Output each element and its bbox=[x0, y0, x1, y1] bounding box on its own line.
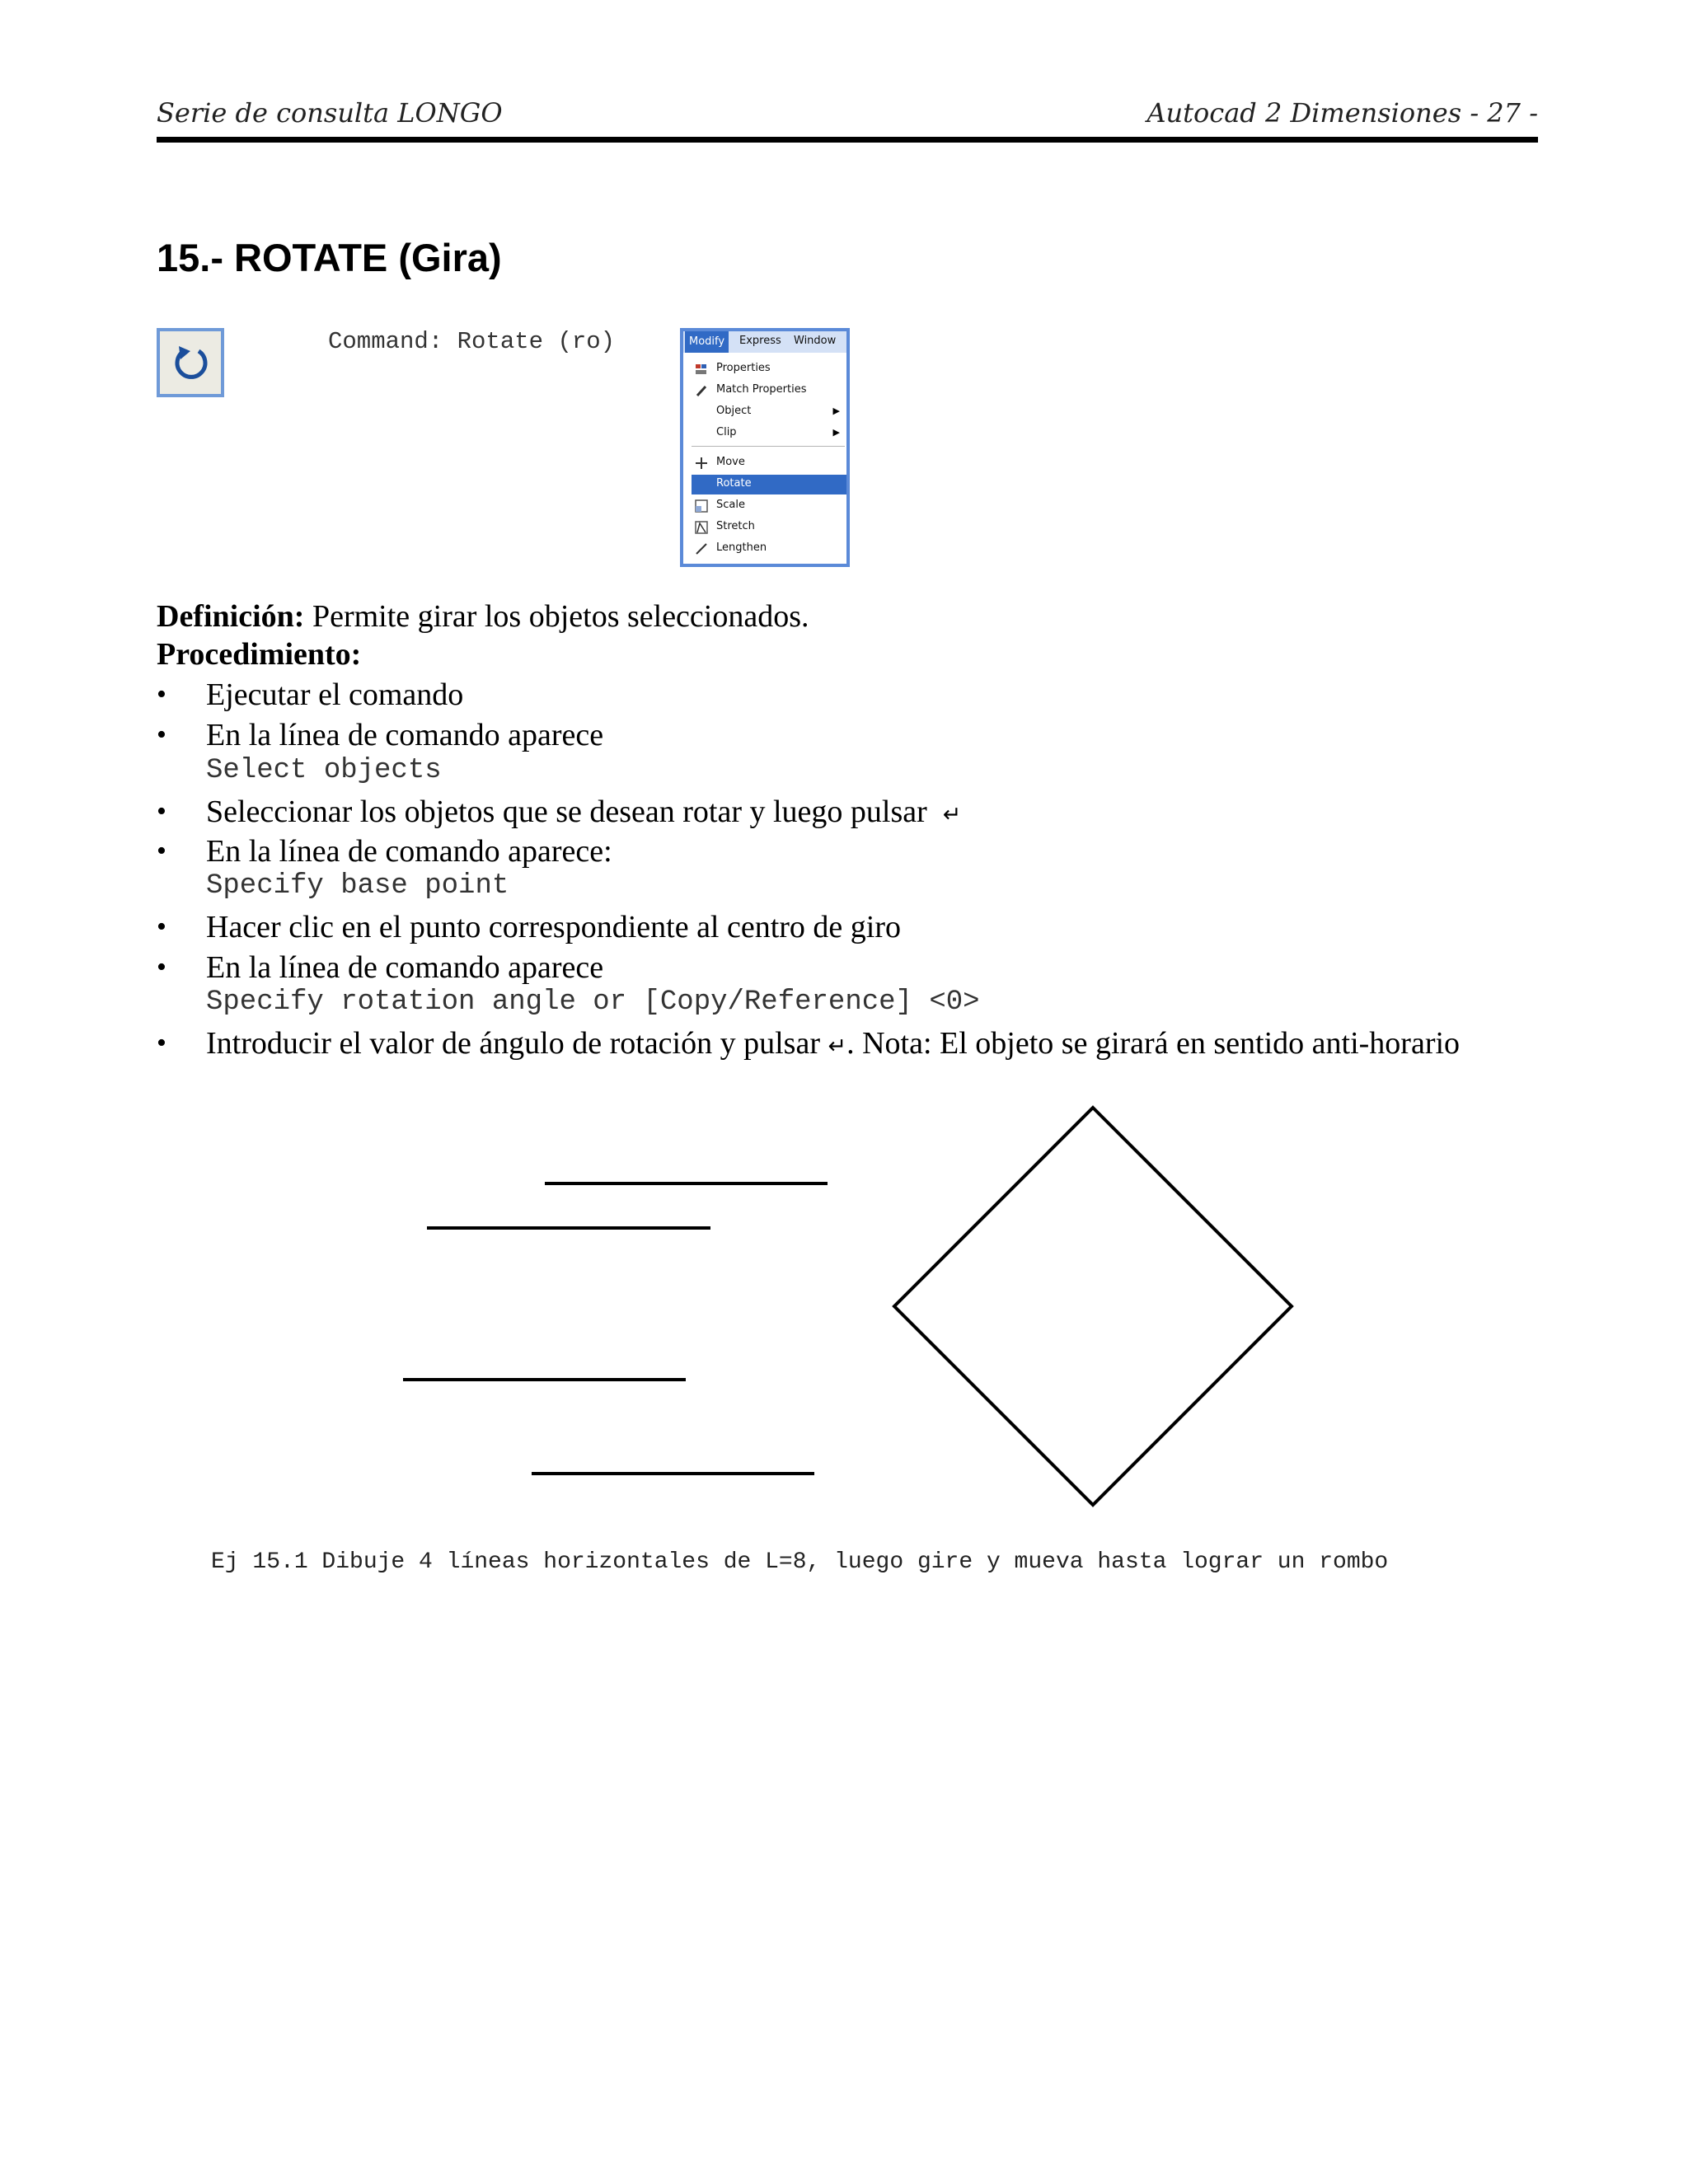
bullet-marker: • bbox=[157, 796, 166, 827]
figure-caption: Ej 15.1 Dibuje 4 líneas horizontales de L=8, luego gire y mueva hasta lograr un rombo bbox=[211, 1549, 1389, 1575]
bullet-marker: • bbox=[157, 1028, 166, 1058]
menu-item-clip[interactable]: Clip ▶ bbox=[716, 426, 840, 438]
definition-text: Permite girar los objetos seleccionados. bbox=[304, 599, 809, 634]
header-book-page: Autocad 2 Dimensiones - 27 - bbox=[1146, 97, 1538, 129]
menu-item-move[interactable]: Move bbox=[692, 453, 846, 473]
step-execute: Ejecutar el comando bbox=[206, 677, 464, 712]
bullet-marker: • bbox=[157, 679, 166, 710]
step-command-line-3: En la línea de comando aparece bbox=[206, 950, 604, 985]
prompt-base-point: Specify base point bbox=[206, 870, 509, 902]
menu-express[interactable]: Express bbox=[739, 335, 781, 347]
bullet-marker: • bbox=[157, 952, 166, 982]
procedure-label: Procedimiento: bbox=[157, 637, 362, 672]
section-title: 15.- ROTATE (Gira) bbox=[157, 236, 502, 279]
menu-modify[interactable]: Modify bbox=[685, 331, 729, 353]
enter-key-icon: ↵ bbox=[828, 1033, 847, 1059]
menu-item-lengthen[interactable]: Lengthen bbox=[692, 539, 846, 559]
step-command-line-2: En la línea de comando aparece: bbox=[206, 834, 612, 869]
step-enter-angle: Introducir el valor de ángulo de rotación y pulsar ↵. Nota: El objeto se girará en sentido anti-horario bbox=[206, 1026, 1461, 1061]
menu-item-match-properties[interactable]: Match Properties bbox=[692, 381, 846, 401]
step-select-objects: Seleccionar los objetos que se desean rotar y luego pulsar ↵ bbox=[206, 794, 962, 829]
menu-item-stretch[interactable]: Stretch bbox=[692, 518, 846, 537]
rhombus bbox=[894, 1108, 1292, 1505]
submenu-arrow-icon: ▶ bbox=[832, 427, 840, 438]
menu-item-scale[interactable]: Scale bbox=[692, 496, 846, 516]
definition-label: Definición: bbox=[157, 599, 305, 634]
submenu-arrow-icon: ▶ bbox=[832, 405, 840, 416]
menu-item-object[interactable]: Object ▶ bbox=[716, 405, 840, 417]
bullet-marker: • bbox=[157, 719, 166, 750]
bullet-marker: • bbox=[157, 836, 166, 866]
bullet-marker: • bbox=[157, 912, 166, 942]
prompt-select-objects: Select objects bbox=[206, 755, 442, 786]
menu-item-rotate[interactable]: Rotate bbox=[692, 475, 846, 494]
menu-item-properties[interactable]: Properties bbox=[692, 359, 846, 379]
enter-key-icon: ↵ bbox=[942, 802, 962, 827]
menu-window[interactable]: Window bbox=[794, 335, 837, 347]
header-series-title: Serie de consulta LONGO bbox=[157, 97, 503, 129]
command-text: Command: Rotate (ro) bbox=[328, 328, 616, 355]
step-command-line: En la línea de comando aparece bbox=[206, 718, 604, 752]
step-click-center: Hacer clic en el punto correspondiente al centro de giro bbox=[206, 910, 902, 944]
prompt-rotation-angle: Specify rotation angle or [Copy/Reference] <0> bbox=[206, 987, 980, 1018]
